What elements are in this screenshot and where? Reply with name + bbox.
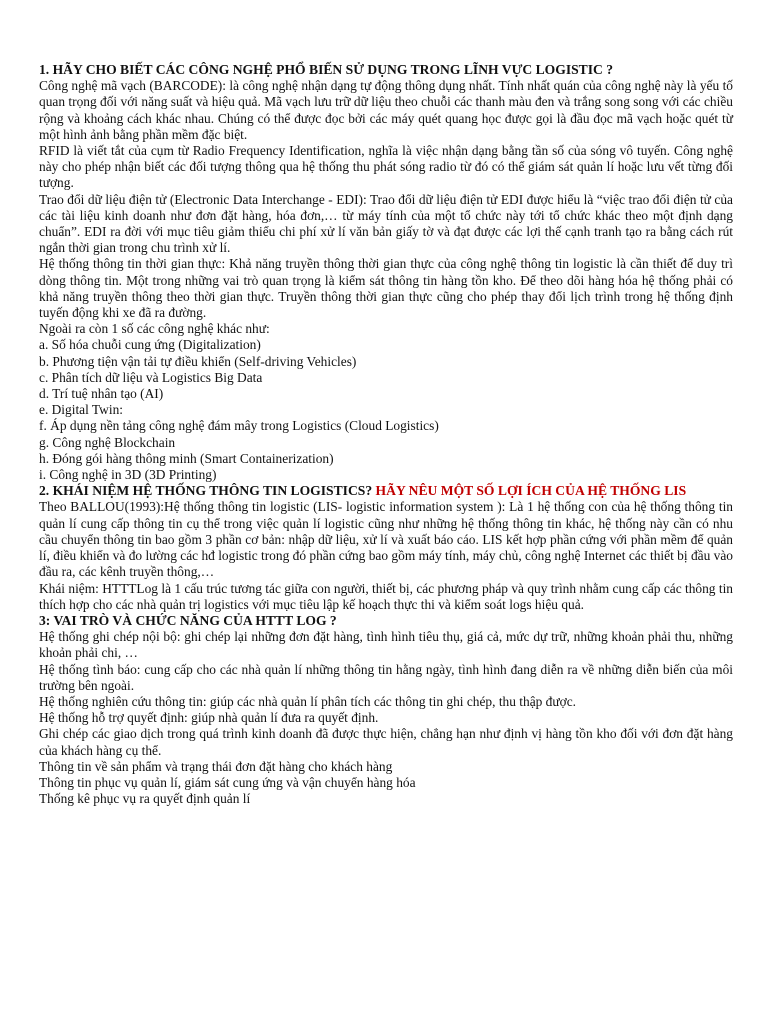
section-2-heading-question: HÃY NÊU MỘT SỐ LỢI ÍCH CỦA HỆ THỐNG LIS: [375, 483, 687, 499]
list-item: Thống kê phục vụ ra quyết định quản lí: [39, 791, 251, 807]
list-item: d. Trí tuệ nhân tạo (AI): [39, 386, 164, 402]
section-3-heading: 3: VAI TRÒ VÀ CHỨC NĂNG CỦA HTTT LOG ?: [39, 612, 337, 628]
list-item: g. Công nghệ Blockchain: [39, 434, 176, 450]
list-item: h. Đóng gói hàng thông minh (Smart Containerization): [39, 450, 334, 466]
section-1-heading: 1. HÃY CHO BIẾT CÁC CÔNG NGHỆ PHỔ BIẾN SỬ DỤNG TRONG LĨNH VỰC LOGISTIC ?: [39, 62, 614, 77]
list-item: e. Digital Twin:: [39, 402, 123, 418]
list-item: c. Phân tích dữ liệu và Logistics Big Data: [39, 369, 263, 385]
paragraph-concept: Khái niệm: HTTTLog là 1 cấu trúc tương tác giữa con người, thiết bị, các phương pháp và quy trình nhằm cung cấp các thông tin thích hợp cho các nhà quản trị logistics với mục tiêu lập kế hoạch thực thi và kiểm soát logs hiệu quả.: [39, 580, 733, 612]
list-item: a. Số hóa chuỗi cung ứng (Digitalization): [39, 337, 261, 353]
paragraph-research: Hệ thống nghiên cứu thông tin: giúp các nhà quản lí phân tích các thông tin ghi chép, thu thập được.: [39, 693, 577, 709]
paragraph-ballou: Theo BALLOU(1993):Hệ thống thông tin logistic (LIS- logistic information system ): Là 1 hệ thống con của hệ thống thông tin quản lí cung cấp thông tin cụ thể trong việc quản lí logistic cũng như những hệ thống thông tin khác, hệ thống này cần có nhu cầu chuyển thông tin bao gồm 3 phần cơ bản: nhập dữ liệu, xử lí và xuất báo cáo. LIS kết hợp phần cứng với phần mềm để quản lí, điều khiển và đo lường các hđ logistic trong đó phần cứng bao gồm máy tính, máy chủ, công nghệ Internet các thiết bị đầu vào đầu ra, các kênh truyền thông,…: [39, 499, 733, 580]
section-2-heading-main: 2. KHÁI NIỆM HỆ THỐNG THÔNG TIN LOGISTICS?: [39, 483, 373, 499]
paragraph-decision-support: Hệ thống hỗ trợ quyết định: giúp nhà quản lí đưa ra quyết định.: [39, 710, 379, 726]
document-page: [39, 62, 733, 807]
section-2-heading: [39, 483, 733, 499]
paragraph-realtime: Hệ thống thông tin thời gian thực: Khả năng truyền thông thời gian thực của công nghệ thông tin logistic là cần thiết để duy trì dòng thông tin. Một trong những vai trò quan trọng là kiểm sát thông tin hàng tồn kho. Để theo dõi hàng hóa hệ thống phải có khả năng truyền thông theo thời gian thực. Truyền thông thời gian thực cũng cho phép thay đổi lịch trình trong hệ thống định tuyến động khi xe đã ra đường.: [39, 256, 733, 321]
list-item: i. Công nghệ in 3D (3D Printing): [39, 467, 217, 483]
list-item: Thông tin phục vụ quản lí, giám sát cung ứng và vận chuyển hàng hóa: [39, 774, 416, 790]
paragraph-edi: Trao đổi dữ liệu điện tử (Electronic Data Interchange - EDI): Trao đổi dữ liệu điện tử EDI được hiểu là “việc trao đổi điện tử của các tài liệu kinh doanh như đơn đặt hàng, hóa đơn,… từ máy tính của một tổ chức này tới tổ chức khác theo một định dạng chuẩn”. EDI ra đời với mục tiêu giảm thiểu chi phí xử lí văn bản giấy tờ và đạt được các lợi thế cạnh tranh tạo ra bằng cách rút ngắn thời gian trong chu trình xử lí.: [39, 191, 733, 256]
paragraph-rfid: RFID là viết tắt của cụm từ Radio Frequency Identification, nghĩa là việc nhận dạng bằng tần số của sóng vô tuyến. Công nghệ này cho phép nhận biết các đối tượng thông qua hệ thống thu phát sóng radio từ đó có thể giám sát quản lí hoặc lưu vết từng đối tượng.: [39, 143, 733, 191]
paragraph-internal-records: Hệ thống ghi chép nội bộ: ghi chép lại những đơn đặt hàng, tình hình tiêu thụ, giá cả, mức dự trữ, những khoản phải thu, những khoản phải chi, …: [39, 629, 733, 661]
paragraph-transactions: Ghi chép các giao dịch trong quá trình kinh doanh đã được thực hiện, chẳng hạn như định vị hàng tồn kho đối với đơn đặt hàng của khách hàng cụ thể.: [39, 726, 733, 758]
paragraph-intelligence: Hệ thống tình báo: cung cấp cho các nhà quản lí những thông tin hằng ngày, tình hình đang diễn ra về những diễn biến của môi trường bên ngoài.: [39, 661, 733, 693]
list-item: b. Phương tiện vận tải tự điều khiển (Self-driving Vehicles): [39, 353, 357, 369]
list-intro: Ngoài ra còn 1 số các công nghệ khác như:: [39, 321, 270, 337]
list-item: Thông tin về sản phẩm và trạng thái đơn đặt hàng cho khách hàng: [39, 758, 393, 774]
paragraph-barcode: Công nghệ mã vạch (BARCODE): là công nghệ nhận dạng tự động thông dụng nhất. Tính nhất quán của công nghệ này là yếu tố quan trọng đối với năng suất và hiệu quả. Mã vạch lưu trữ dữ liệu theo chuỗi các thanh màu đen và trắng song song với các chiều rộng và khoảng cách khác nhau. Chúng có thể được đọc bởi các máy quét quang học được gọi là đầu đọc mã vạch hoặc quét từ một hình ảnh bằng phần mềm đặc biệt.: [39, 78, 733, 142]
list-item: f. Áp dụng nền tảng công nghệ đám mây trong Logistics (Cloud Logistics): [39, 418, 439, 434]
